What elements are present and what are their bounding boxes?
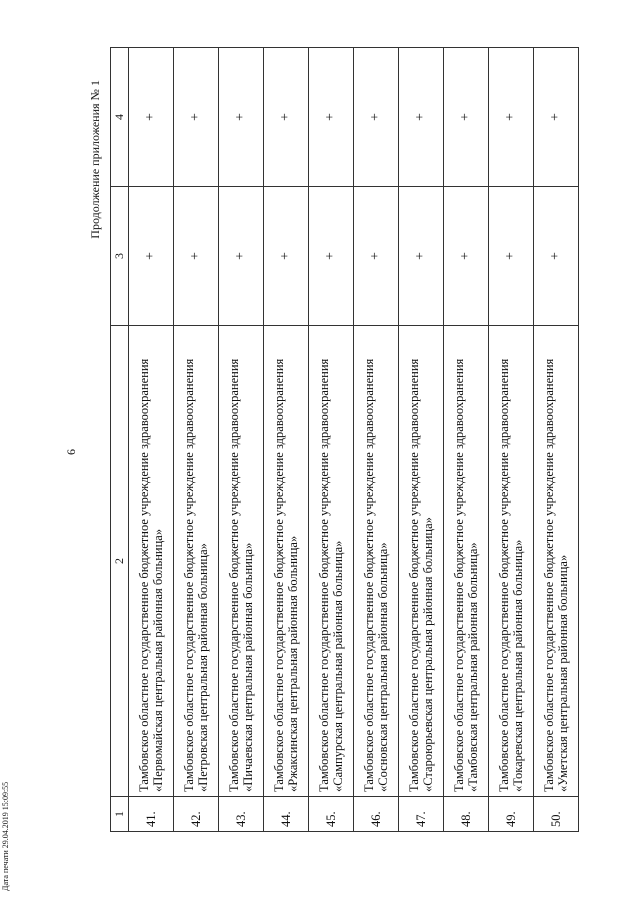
table-row [129, 48, 174, 832]
table-row [399, 48, 444, 832]
header-col-1: 1 [111, 797, 129, 832]
header-col-3: 3 [111, 187, 129, 326]
table-row [354, 48, 399, 832]
institution-name: Тамбовское областное государственное бюджетное учреждение здравоохранения «Ржаксинская центральная районная больница» [264, 326, 309, 797]
rotated-page [60, 72, 580, 832]
table-row [444, 48, 489, 832]
col3-mark: + [264, 187, 309, 326]
row-number: 41. [129, 797, 174, 832]
row-number: 44. [264, 797, 309, 832]
continuation-title: Продолжение приложения № 1 [88, 80, 102, 239]
institutions-table [110, 47, 579, 832]
row-number: 47. [399, 797, 444, 832]
page-number: 6 [64, 449, 78, 455]
col4-mark: + [489, 48, 534, 187]
print-date: Дата печати 29.04.2019 15:09:55 [1, 781, 10, 891]
institution-name: Тамбовское областное государственное бюджетное учреждение здравоохранения «Староюрьевская центральная районная больница» [399, 326, 444, 797]
col4-mark: + [174, 48, 219, 187]
row-number: 50. [534, 797, 579, 832]
row-number: 46. [354, 797, 399, 832]
table-row [264, 48, 309, 832]
col3-mark: + [309, 187, 354, 326]
table-row [309, 48, 354, 832]
institution-name: Тамбовское областное государственное бюджетное учреждение здравоохранения «Петровская центральная районная больница» [174, 326, 219, 797]
institution-name: Тамбовское областное государственное бюджетное учреждение здравоохранения «Тамбовская центральная районная больница» [444, 326, 489, 797]
col3-mark: + [354, 187, 399, 326]
col3-mark: + [444, 187, 489, 326]
table-row [489, 48, 534, 832]
col3-mark: + [174, 187, 219, 326]
col4-mark: + [444, 48, 489, 187]
row-number: 45. [309, 797, 354, 832]
table-row [219, 48, 264, 832]
col3-mark: + [489, 187, 534, 326]
col3-mark: + [534, 187, 579, 326]
table-row [174, 48, 219, 832]
header-col-4: 4 [111, 48, 129, 187]
col4-mark: + [129, 48, 174, 187]
col4-mark: + [534, 48, 579, 187]
table-header-row [111, 48, 129, 832]
row-number: 48. [444, 797, 489, 832]
col4-mark: + [264, 48, 309, 187]
institution-name: Тамбовское областное государственное бюджетное учреждение здравоохранения «Токаревская центральная районная больница» [489, 326, 534, 797]
header-col-2: 2 [111, 326, 129, 797]
col3-mark: + [129, 187, 174, 326]
col4-mark: + [219, 48, 264, 187]
col3-mark: + [399, 187, 444, 326]
col4-mark: + [309, 48, 354, 187]
institution-name: Тамбовское областное государственное бюджетное учреждение здравоохранения «Уметская центральная районная больница» [534, 326, 579, 797]
col3-mark: + [219, 187, 264, 326]
row-number: 42. [174, 797, 219, 832]
institution-name: Тамбовское областное государственное бюджетное учреждение здравоохранения «Сосновская центральная районная больница» [354, 326, 399, 797]
row-number: 49. [489, 797, 534, 832]
row-number: 43. [219, 797, 264, 832]
institution-name: Тамбовское областное государственное бюджетное учреждение здравоохранения «Пичаевская центральная районная больница» [219, 326, 264, 797]
institution-name: Тамбовское областное государственное бюджетное учреждение здравоохранения «Первомайская центральная районная больница» [129, 326, 174, 797]
col4-mark: + [354, 48, 399, 187]
col4-mark: + [399, 48, 444, 187]
institution-name: Тамбовское областное государственное бюджетное учреждение здравоохранения «Сампурская центральная районная больница» [309, 326, 354, 797]
table-row [534, 48, 579, 832]
